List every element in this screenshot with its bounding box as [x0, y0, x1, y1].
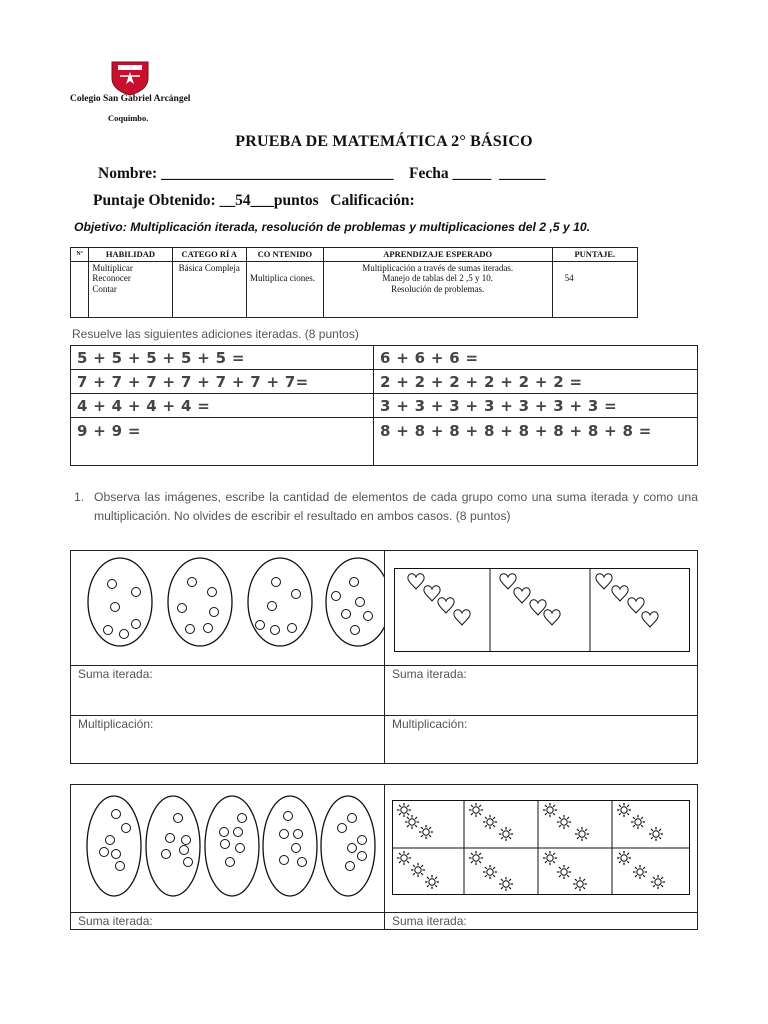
sum-cell[interactable]: 4 + 4 + 4 + 4 =	[71, 394, 374, 418]
skills-table-row	[71, 261, 638, 317]
sum-cell[interactable]: 9 + 9 =	[71, 418, 374, 466]
score-line[interactable]: Puntaje Obtenido: __54___puntos Calificación:	[93, 192, 415, 209]
aprendizaje-3: Resolución de problemas.	[391, 283, 485, 294]
exercise-1-suma-left: Suma iterada:	[78, 667, 153, 681]
school-logo	[110, 60, 150, 96]
sum-cell[interactable]: 8 + 8 + 8 + 8 + 8 + 8 + 8 + 8 =	[374, 418, 698, 466]
row-aprendizaje	[323, 261, 552, 317]
row-puntaje: 54	[552, 261, 637, 317]
skills-table	[70, 247, 638, 318]
sum-cell[interactable]: 7 + 7 + 7 + 7 + 7 + 7 + 7=	[71, 370, 374, 394]
exam-title: PRUEBA DE MATEMÁTICA 2° BÁSICO	[235, 133, 533, 150]
exercise-1-mult-right: Multiplicación:	[392, 717, 468, 731]
col-aprendizaje-header: APRENDIZAJE ESPERADO	[323, 248, 552, 262]
sum-row	[71, 418, 698, 466]
question-1-number: 1.	[74, 490, 85, 504]
row-num	[71, 261, 89, 317]
iterated-sums-table	[70, 345, 698, 466]
row-categoria: Básica Compleja	[172, 261, 247, 317]
question-1-text: Observa las imágenes, escribe la cantidad de elementos de cada grupo como una suma iterada y como una multiplicación. No olvides de escribir el resultado en ambos casos. (8 puntos)	[94, 490, 698, 523]
habilidad-2: Reconocer	[92, 273, 131, 283]
exercise-2-row-line	[70, 912, 698, 913]
sum-row	[71, 370, 698, 394]
sum-row	[71, 346, 698, 370]
school-city: Coquimbo.	[108, 113, 149, 123]
row-contenido: Multiplica ciones.	[247, 261, 324, 317]
sum-cell[interactable]: 2 + 2 + 2 + 2 + 2 + 2 =	[374, 370, 698, 394]
exercise-1-suma-right: Suma iterada:	[392, 667, 467, 681]
exercise-1-divider	[384, 550, 385, 764]
col-num-header: N°	[71, 248, 89, 262]
col-contenido-header: CO NTENIDO	[247, 248, 324, 262]
row-habilidad	[89, 261, 172, 317]
col-habilidad-header: HABILIDAD	[89, 248, 172, 262]
egg-groups-2	[70, 788, 384, 908]
col-categoria-header: CATEGO RÍ A	[172, 248, 247, 262]
name-date-line[interactable]: Nombre: ______________________________ Fecha _____ ______	[98, 165, 546, 182]
school-name: Colegio San Gabriel Arcángel	[70, 94, 191, 104]
exercise-1-row-line	[70, 715, 698, 716]
objective: Objetivo: Multiplicación iterada, resolución de problemas y multiplicaciones del 2 ,5 y 10.	[74, 220, 591, 234]
egg-groups-1	[70, 552, 384, 662]
skills-table-header	[71, 248, 638, 262]
heart-groups	[394, 568, 690, 652]
exercise-2-suma-left: Suma iterada:	[78, 914, 153, 928]
sum-cell[interactable]: 3 + 3 + 3 + 3 + 3 + 3 + 3 =	[374, 394, 698, 418]
exercise-1-mult-left: Multiplicación:	[78, 717, 154, 731]
aprendizaje-1: Multiplicación a través de sumas iteradas.	[362, 262, 514, 273]
section-a-instruction: Resuelve las siguientes adiciones iteradas. (8 puntos)	[72, 327, 359, 341]
question-1	[74, 488, 698, 526]
habilidad-3: Contar	[92, 283, 117, 294]
sum-row	[71, 394, 698, 418]
habilidad-1: Multiplicar	[92, 262, 133, 273]
col-puntaje-header: PUNTAJE.	[552, 248, 637, 262]
exercise-1-row-line	[70, 665, 698, 666]
sum-cell[interactable]: 5 + 5 + 5 + 5 + 5 =	[71, 346, 374, 370]
aprendizaje-2: Manejo de tablas del 2 ,5 y 10.	[382, 273, 494, 283]
exercise-2-divider	[384, 784, 385, 930]
sun-groups	[392, 800, 692, 896]
exercise-2-suma-right: Suma iterada:	[392, 914, 467, 928]
sum-cell[interactable]: 6 + 6 + 6 =	[374, 346, 698, 370]
